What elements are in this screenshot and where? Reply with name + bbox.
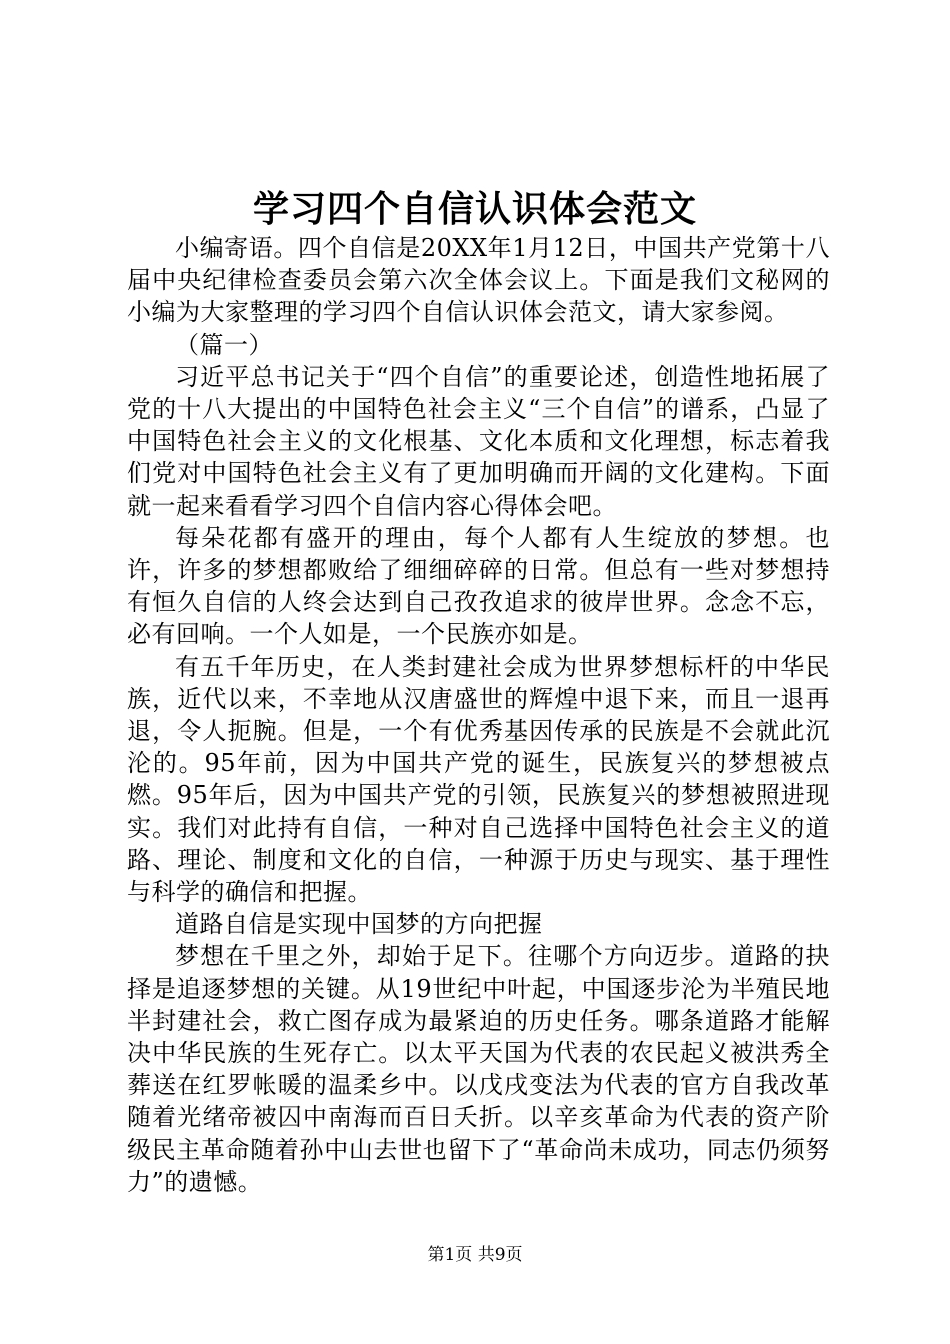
- paragraph-intro: 小编寄语。四个自信是20XX年1月12日，中国共产党第十八届中央纪律检查委员会第六次全体会议上。下面是我们文秘网的小编为大家整理的学习四个自信认识体会范文，请大家参阅。: [127, 234, 830, 327]
- section-heading-path-confidence: 道路自信是实现中国梦的方向把握: [175, 910, 543, 939]
- paragraph-four-confidences: 习近平总书记关于“四个自信”的重要论述，创造性地拓展了党的十八大提出的中国特色社会主义“三个自信”的谱系，凸显了中国特色社会主义的文化根基、文化本质和文化理想，标志着我们党对中国特色社会主义有了更加明确而开阔的文化建构。下面就一起来看看学习四个自信内容心得体会吧。: [127, 362, 830, 520]
- document-title: 学习四个自信认识体会范文: [252, 188, 697, 230]
- paragraph-path-choice: 梦想在千里之外，却始于足下。往哪个方向迈步。道路的抉择是追逐梦想的关键。从19世纪中叶起，中国逐步沦为半殖民地半封建社会，救亡图存成为最紧迫的历史任务。哪条道路才能解决中华民族的生死存亡。以太平天国为代表的农民起义被洪秀全葬送在红罗帐暖的温柔乡中。以戊戌变法为代表的官方自我改革随着光绪帝被囚中南海而百日夭折。以辛亥革命为代表的资产阶级民主革命随着孙中山去世也留下了“革命尚未成功，同志仍须努力”的遗憾。: [127, 942, 830, 1196]
- section-heading-part-one: （篇一）: [175, 330, 273, 359]
- paragraph-dreams: 每朵花都有盛开的理由，每个人都有人生绽放的梦想。也许，许多的梦想都败给了细细碎碎的日常。但总有一些对梦想持有恒久自信的人终会达到自己孜孜追求的彼岸世界。念念不忘，必有回响。一个人如是，一个民族亦如是。: [127, 523, 830, 649]
- page-number-footer: 第1页 共9页: [427, 1245, 523, 1265]
- document-body: [127, 232, 830, 1198]
- paragraph-history: 有五千年历史，在人类封建社会成为世界梦想标杆的中华民族，近代以来，不幸地从汉唐盛世的辉煌中退下来，而且一退再退，令人扼腕。但是，一个有优秀基因传承的民族是不会就此沉沦的。95年前，因为中国共产党的诞生，民族复兴的梦想被点燃。95年后，因为中国共产党的引领，民族复兴的梦想被照进现实。我们对此持有自信，一种对自己选择中国特色社会主义的道路、理论、制度和文化的自信，一种源于历史与现实、基于理性与科学的确信和把握。: [127, 652, 830, 907]
